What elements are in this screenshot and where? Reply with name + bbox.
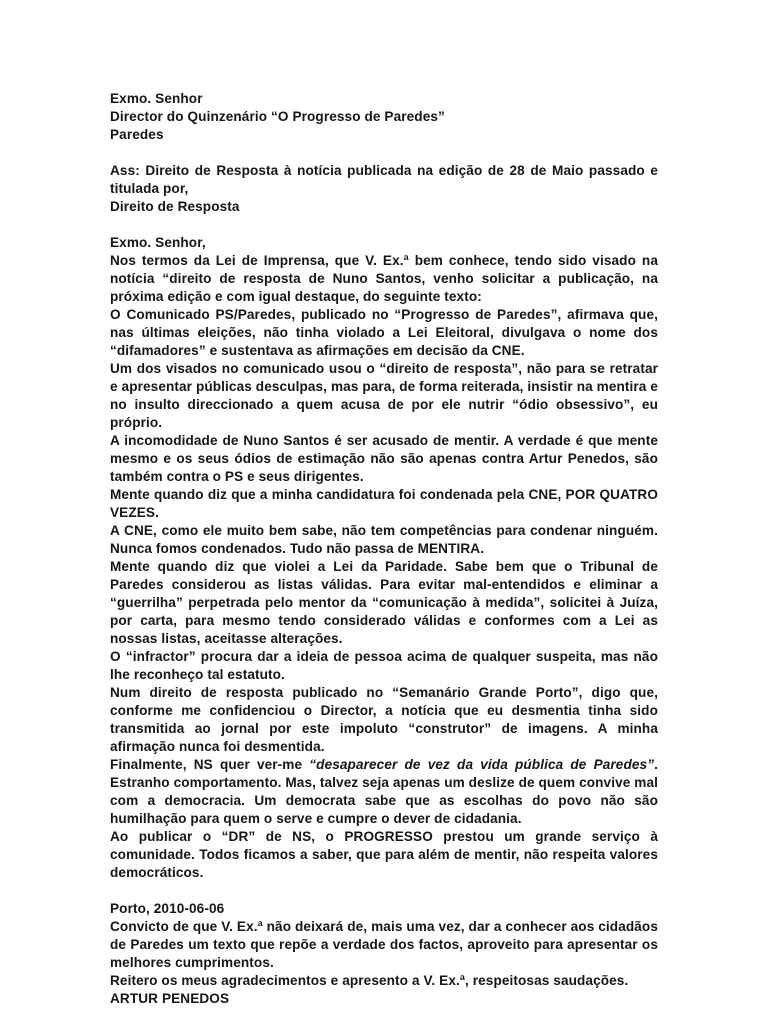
recipient-line: Director do Quinzenário “O Progresso de Paredes” bbox=[110, 109, 445, 124]
closing-paragraph-2: Reitero os meus agradecimentos e apresento a V. Ex.ª, respeitosas saudações. bbox=[110, 973, 629, 988]
finalmente-post-text: . Estranho comportamento. Mas, talvez seja apenas um deslize de quem convive mal com a democracia. Um democrata sabe que as escolhas do povo não são humilhação para quem o serve e cumpre o dever de cidadania. bbox=[110, 757, 658, 826]
date-line: Porto, 2010-06-06 bbox=[110, 901, 225, 916]
closing-paragraph: Convicto de que V. Ex.ª não deixará de, mais uma vez, dar a conhecer aos cidadãos de Paredes um texto que repõe a verdade dos factos, aproveito para apresentar os melhores cumprimentos. bbox=[110, 919, 658, 970]
body-paragraph: Num direito de resposta publicado no “Semanário Grande Porto”, digo que, conforme me confidenciou o Director, a notícia que eu desmentia tinha sido transmitida ao jornal por este impoluto “construtor” de imagens. A minha afirmação nunca foi desmentida. bbox=[110, 685, 658, 754]
subject-block bbox=[110, 162, 658, 216]
recipient-block bbox=[110, 90, 658, 144]
signature: ARTUR PENEDOS bbox=[110, 991, 230, 1006]
main-body-block bbox=[110, 306, 658, 882]
body-paragraph: Ao publicar o “DR” de NS, o PROGRESSO prestou um grande serviço à comunidade. Todos ficamos a saber, que para além de mentir, não respeita valores democráticos. bbox=[110, 829, 658, 880]
subject-line: Direito de Resposta bbox=[110, 199, 240, 214]
body-paragraph: A CNE, como ele muito bem sabe, não tem competências para condenar ninguém. Nunca fomos condenados. Tudo não passa de MENTIRA. bbox=[110, 523, 658, 556]
finalmente-pre-text: Finalmente, NS quer ver-me bbox=[110, 757, 310, 772]
body-paragraph: O Comunicado PS/Paredes, publicado no “Progresso de Paredes”, afirmava que, nas últimas eleições, não tinha violado a Lei Eleitoral, divulgava o nome dos “difamadores” e sustentava as afirmações em decisão da CNE. bbox=[110, 307, 658, 358]
subject-line: Ass: Direito de Resposta à notícia publicada na edição de 28 de Maio passado e titulada por, bbox=[110, 163, 658, 196]
body-paragraph-finalmente bbox=[110, 756, 658, 828]
body-paragraph: A incomodidade de Nuno Santos é ser acusado de mentir. A verdade é que mente mesmo e os seus ódios de estimação não são apenas contra Artur Penedos, são também contra o PS e seus dirigentes. bbox=[110, 433, 658, 484]
finalmente-italic-quote: “desaparecer de vez da vida pública de Paredes” bbox=[309, 757, 655, 772]
salutation: Exmo. Senhor, bbox=[110, 235, 206, 250]
body-paragraph: O “infractor” procura dar a ideia de pessoa acima de qualquer suspeita, mas não lhe reconheço tal estatuto. bbox=[110, 649, 658, 682]
letter-body bbox=[110, 90, 658, 1008]
body-paragraph: Mente quando diz que a minha candidatura foi condenada pela CNE, POR QUATRO VEZES. bbox=[110, 487, 658, 520]
body-paragraph: Um dos visados no comunicado usou o “direito de resposta”, não para se retratar e apresentar públicas desculpas, mas para, de forma reiterada, insistir na mentira e no insulto direccionado a quem acusa de por ele nutrir “ódio obsessivo”, eu próprio. bbox=[110, 361, 658, 430]
recipient-line: Paredes bbox=[110, 127, 164, 142]
recipient-line: Exmo. Senhor bbox=[110, 91, 203, 106]
intro-paragraph: Nos termos da Lei de Imprensa, que V. Ex.ª bem conhece, tendo sido visado na notícia “direito de resposta de Nuno Santos, venho solicitar a publicação, na próxima edição e com igual destaque, do seguinte texto: bbox=[110, 253, 658, 304]
body-paragraph: Mente quando diz que violei a Lei da Paridade. Sabe bem que o Tribunal de Paredes considerou as listas válidas. Para evitar mal-entendidos e eliminar a “guerrilha” perpetrada pelo mentor da “comunicação à medida”, solicitei à Juíza, por carta, para mesmo tendo considerado válidas e conformes com a Lei as nossas listas, aceitasse alterações. bbox=[110, 559, 658, 646]
